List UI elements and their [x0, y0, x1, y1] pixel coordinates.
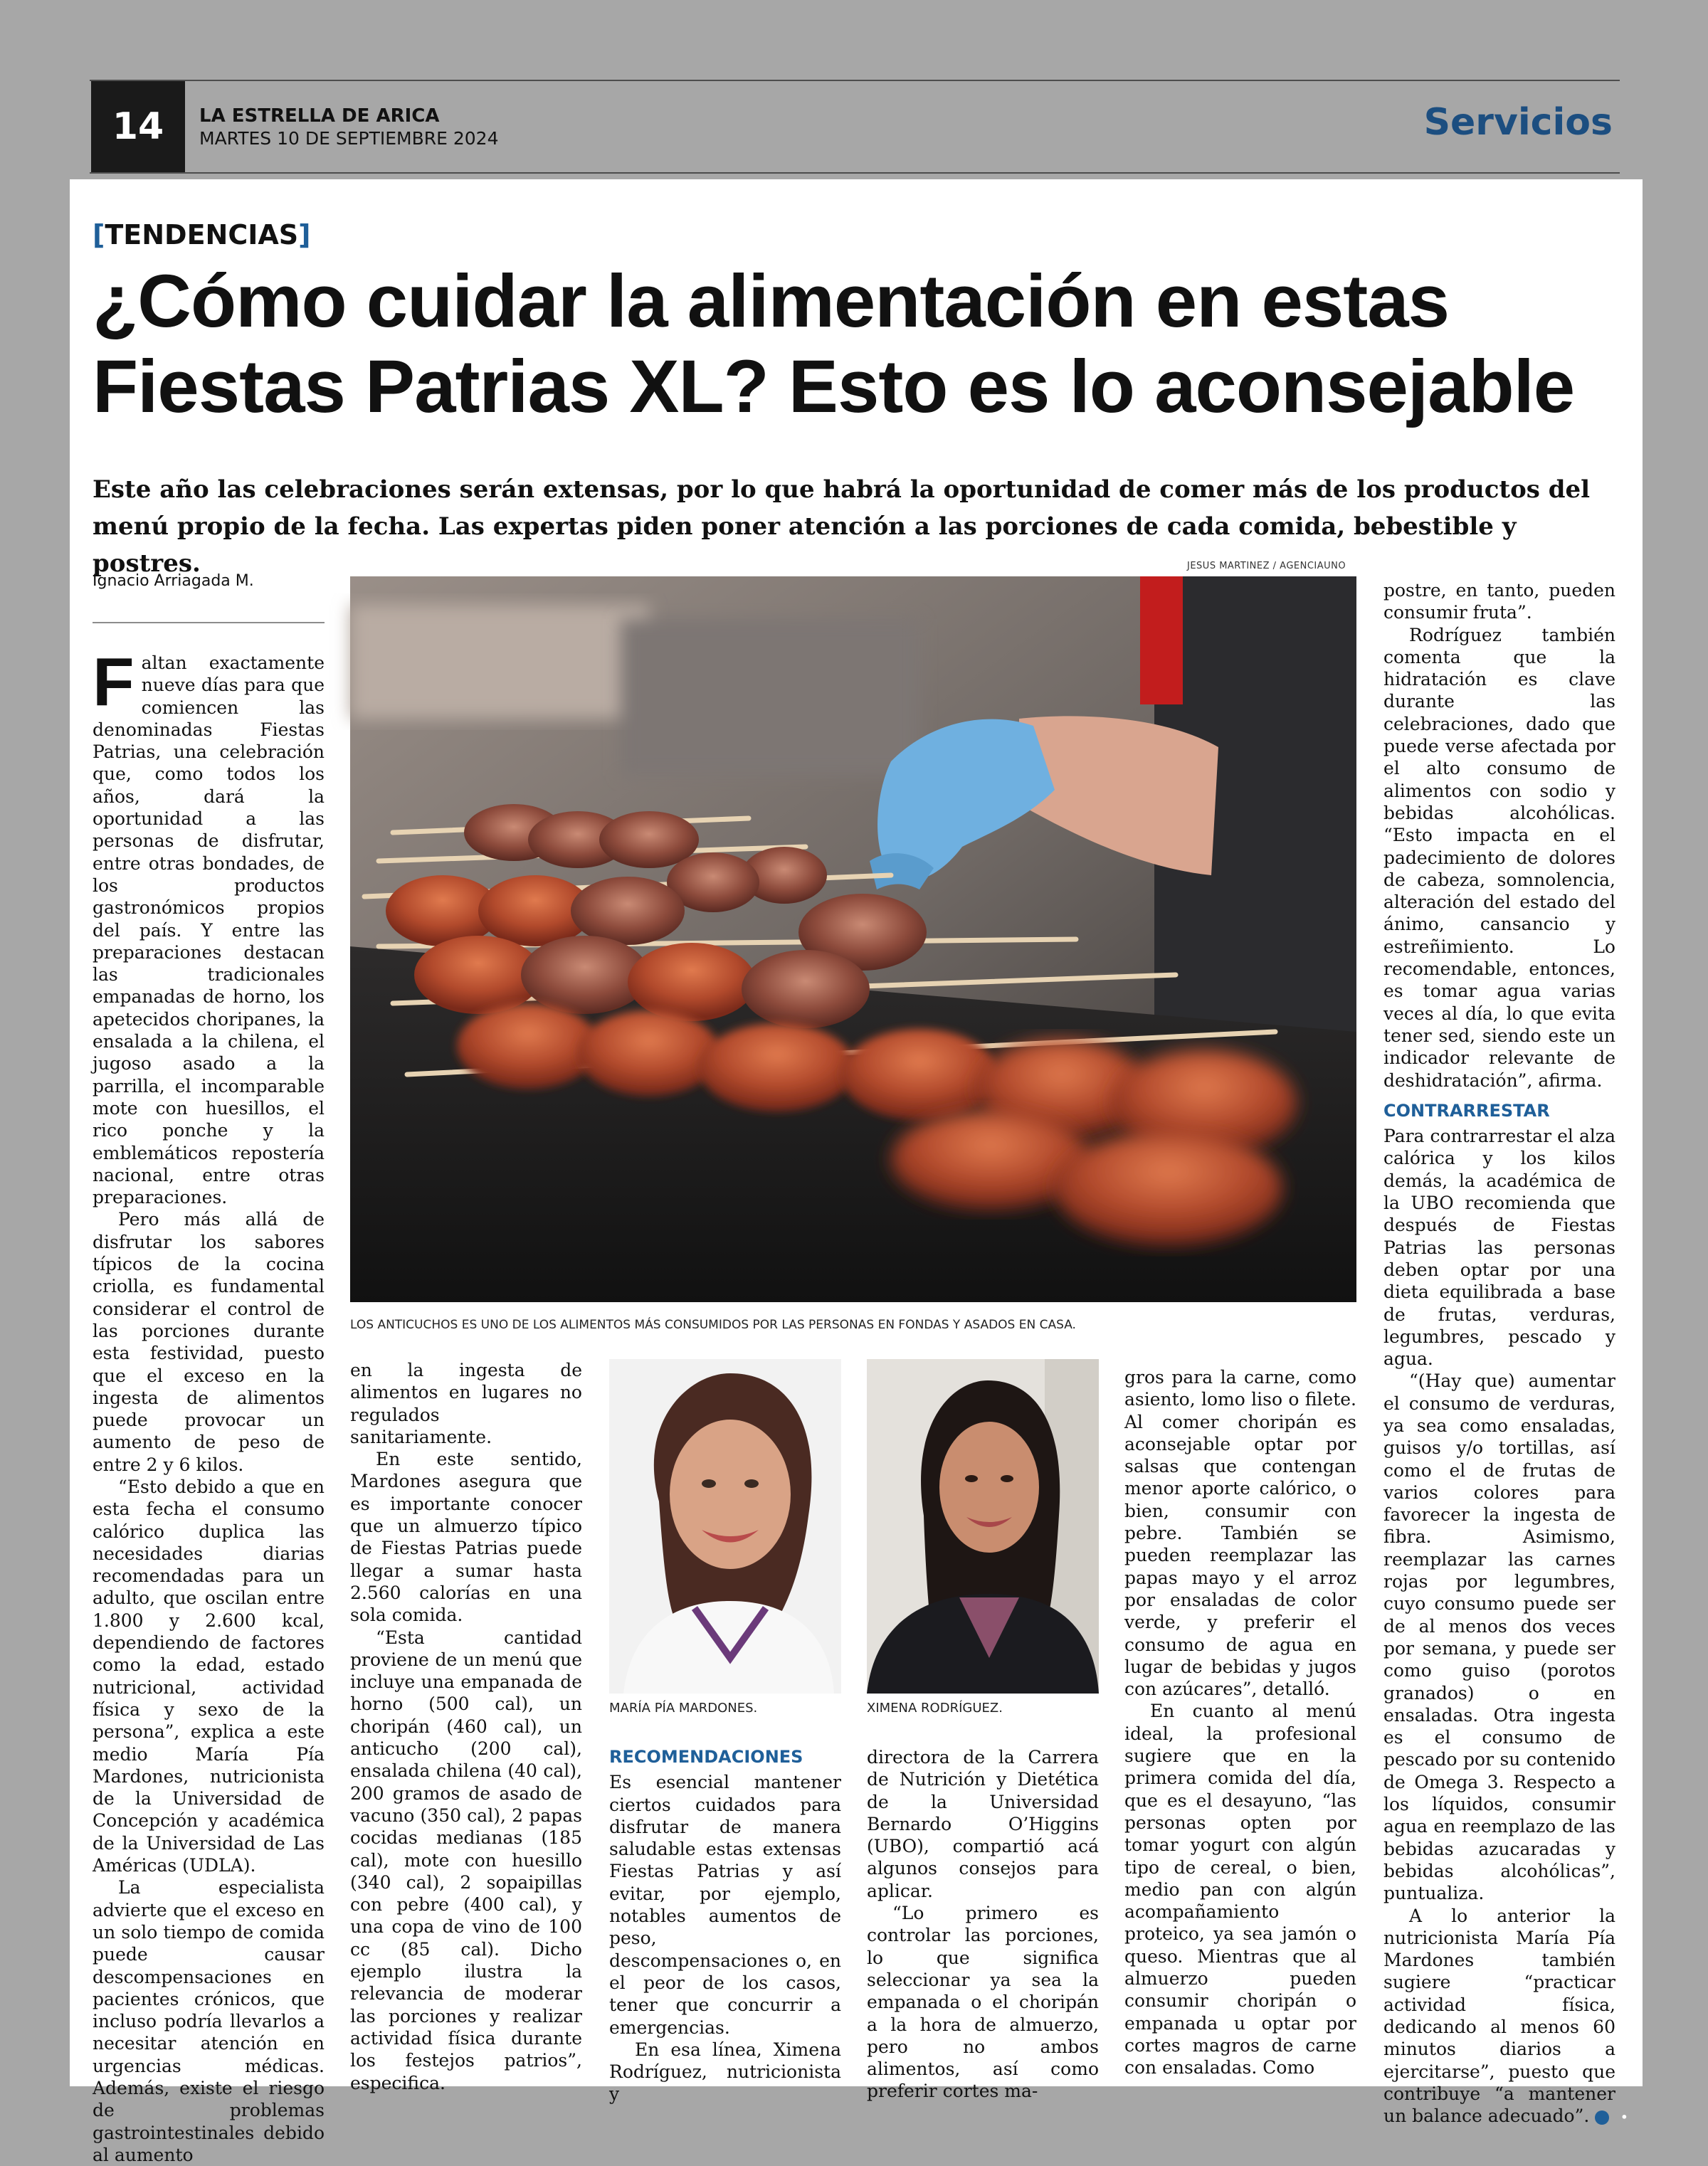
text-column-6: [1383, 579, 1628, 2127]
anticuchos-grill-image: [350, 576, 1356, 1302]
kicker-text: TENDENCIAS: [105, 219, 299, 250]
page-header: [90, 77, 1620, 174]
paragraph: Faltan exactamente nueve días para que comiencen las denominadas Fiestas Patrias, una celebración que, como todos los años, dará la oportunidad a las personas de disfrutar, entre otras bondades, de los productos gastronómicos propios del país. Y entre las preparaciones destacan las tradicionales empanadas de horno, los apetecidos choripanes, la ensalada a la chilena, el jugoso asado a la parrilla, el incomparable mote con huesillos, el rico ponche y la emblemáticos repostería nacional, entre otras preparaciones.: [93, 644, 325, 1208]
paragraph: Pero más allá de disfrutar los sabores típicos de la cocina criolla, es fundamental considerar el control de las porciones durante esta festividad, puesto que el exceso en la ingesta de alimentos puede provocar un aumento de peso de entre 2 y 6 kilos.: [93, 1209, 325, 1475]
paragraph: Para contrarrestar el alza calórica y los kilos demás, la académica de la UBO recomienda que después de Fiestas Patrias las personas deben optar por una dieta equilibrada a base de frutas, verduras, legumbres, pescado y agua.: [1383, 1126, 1615, 1370]
portrait-maria-pia-mardones: [609, 1359, 841, 1694]
subheading-contrarrestar: CONTRARRESTAR: [1383, 1100, 1550, 1121]
paragraph-final: [1383, 1905, 1628, 2128]
publication-date: MARTES 10 DE SEPTIEMBRE 2024: [199, 128, 499, 149]
portrait-2-caption: XIMENA RODRÍGUEZ.: [867, 1701, 1003, 1716]
paragraph: postre, en tanto, pueden consumir fruta”.: [1383, 580, 1615, 623]
paragraph: gros para la carne, como asiento, lomo liso o filete. Al comer choripán es aconsejable optar por salsas que contengan menor aporte calórico, o bien, consumir con pebre. También se pueden reemplazar las papas mayo y el arroz por ensaladas de color verde, y preferir el consumo de agua en lugar de bebidas y jugos con azúcares”, detalló.: [1124, 1367, 1356, 1700]
paragraph: “Esta cantidad proviene de un menú que incluye una empanada de horno (500 cal), un choripán (460 cal), un anticucho (200 cal), ensalada chilena (40 cal), 200 gramos de asado de vacuno (350 cal), 2 papas cocidas medianas (185 cal), mote con huesillo (340 cal), 2 sopaipillas con pebre (400 cal), y una copa de vino de 100 cc (85 cal). Dicho ejemplo ilustra la relevancia de moderar las porciones y realizar actividad física durante los festejos patrios”, especifica.: [350, 1627, 582, 2093]
end-of-article-icon: •: [1595, 2110, 1609, 2125]
paragraph: Rodríguez también comenta que la hidratación es clave durante las celebraciones, dado que puede verse afectada por el alto consumo de alimentos con sodio y bebidas alcohólicas. “Esto impacta en el padecimiento de dolores de cabeza, somnolencia, alteración del estado del ánimo, cansancio y estreñimiento. Lo recomendable, entonces, es tomar agua varias veces al día, lo que evita tener sed, siendo este un indicador relevante de deshidratación”, afirma.: [1383, 624, 1615, 1091]
main-photo-caption: LOS ANTICUCHOS ES UNO DE LOS ALIMENTOS MÁS CONSUMIDOS POR LAS PERSONAS EN FONDAS Y ASADOS EN CASA.: [350, 1318, 1076, 1332]
text-column-3: [609, 1746, 841, 2105]
paragraph: La especialista advierte que el exceso en un solo tiempo de comida puede causar descompensaciones en pacientes crónicos, que incluso podría llevarlos a necesitar atención en urgencias médicas. Además, existe el riesgo de problemas gastrointestinales debido al aumento: [93, 1877, 325, 2165]
portrait-2-image: [867, 1359, 1099, 1694]
portrait-ximena-rodriguez: [867, 1359, 1099, 1694]
page-number: 14: [91, 81, 185, 172]
kicker-bracket-open: [: [93, 219, 105, 250]
standfirst: Este año las celebraciones serán extensas, por lo que habrá la oportunidad de comer más de los productos del menú propio de la fecha. Las expertas piden poner atención a las porciones de cada comida, bebestible y postres.: [93, 475, 1591, 578]
paragraph: en la ingesta de alimentos en lugares no regulados sanitariamente.: [350, 1360, 582, 1447]
paragraph: “(Hay que) aumentar el consumo de verduras, ya sea como ensaladas, guisos y/o tortillas, así como el de frutas de varios colores para favorecer la ingesta de fibra. Asimismo, reemplazar las carnes rojas por legumbres, cuyo consumo puede ser de al menos dos veces por semana, y puede ser como guiso (porotos granados) o en ensaladas. Otra ingesta es el consumo de pescado por su contenido de Omega 3. Respecto a los líquidos, consumir agua en reemplazo de las bebidas azucaradas y bebidas alcohólicas”, puntualiza.: [1383, 1370, 1615, 1904]
portrait-1-image: [609, 1359, 841, 1694]
paragraph: “Esto debido a que en esta fecha el consumo calórico duplica las necesidades diarias recomendadas para un adulto, que oscilan entre 1.800 y 2.600 kcal, dependiendo de factores como la edad, estado nutricional, actividad física y sexo de la persona”, explica a este medio María Pía Mardones, nutricionista de la Universidad de Concepción y académica de la Universidad de Las Américas (UDLA).: [93, 1476, 325, 1876]
photo-credit: JESUS MARTINEZ / AGENCIAUNO: [1187, 561, 1346, 571]
paragraph: “Lo primero es controlar las porciones, lo que significa seleccionar ya sea la empanada o el choripán a la hora de almuerzo, pero no ambos alimentos, así como preferir cortes ma-: [867, 1903, 1099, 2102]
paragraph: En cuanto al menú ideal, la profesional sugiere que en la primera comida del día, que es el desayuno, “las personas opten por tomar yogurt con algún tipo de cereal, o bien, medio pan con algún acompañamiento proteico, ya sea jamón o queso. Mientras que al almuerzo pueden consumir choripán o empanada u optar por cortes magros de carne con ensaladas. Como: [1124, 1701, 1356, 2078]
byline: Ignacio Arriagada M.: [93, 572, 254, 590]
paragraph: directora de la Carrera de Nutrición y Dietética de la Universidad Bernardo O’Higgins (UBO), compartió acá algunos consejos para aplicar.: [867, 1747, 1099, 1901]
text-column-4: [867, 1746, 1099, 2102]
main-photo-anticuchos: [350, 576, 1356, 1487]
article-kicker: [93, 219, 311, 250]
article-sheet: [70, 179, 1643, 2165]
portrait-1-caption: MARÍA PÍA MARDONES.: [609, 1701, 758, 1716]
subheading-recomendaciones: RECOMENDACIONES: [609, 1747, 803, 1767]
byline-rule: [93, 622, 325, 623]
kicker-bracket-close: ]: [298, 219, 311, 250]
header-top-rule: [90, 80, 1620, 81]
newspaper-name: LA ESTRELLA DE ARICA: [199, 105, 440, 127]
headline: ¿Cómo cuidar la alimentación en estas Fiestas Patrias XL? Esto es lo aconsejable: [93, 260, 1575, 428]
paragraph: En esa línea, Ximena Rodríguez, nutricionista y: [609, 2039, 841, 2105]
paragraph: Es esencial mantener ciertos cuidados para disfrutar de manera saludable estas extensas Fiestas Patrias y así evitar, por ejemplo, notables aumentos de peso, descompensaciones o, en el peor de los casos, tener que concurrir a emergencias.: [609, 1772, 841, 2038]
text-column-2: [350, 1359, 582, 2093]
section-name: Servicios: [1423, 101, 1613, 144]
final-paragraph-text: A lo anterior la nutricionista María Pía Mardones también sugiere “practicar actividad física, dedicando al menos 60 minutos diarios a ejercitarse”, puesto que contribuye “a mantener un balance adecuado”.: [1383, 1905, 1615, 2127]
text-column-1: [93, 644, 325, 2165]
header-bottom-rule: [90, 172, 1620, 174]
text-column-5: [1124, 1366, 1356, 2078]
paragraph: En este sentido, Mardones asegura que es importante conocer que un almuerzo típico de Fiestas Patrias puede llegar a sumar hasta 2.560 calorías en una sola comida.: [350, 1449, 582, 1626]
